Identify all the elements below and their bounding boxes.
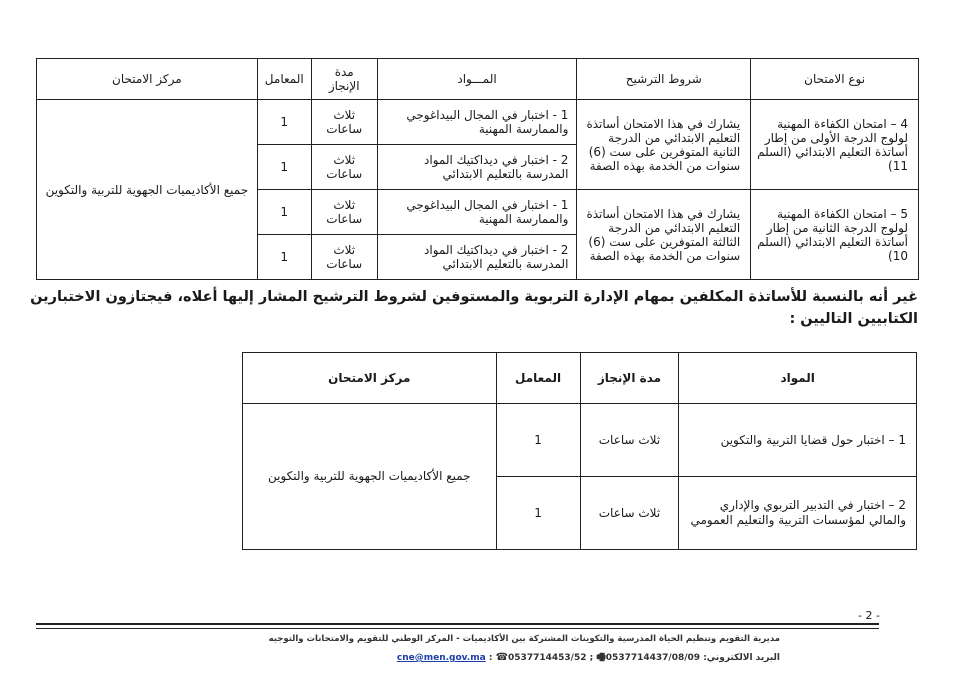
header-duration-line1: مدة: [334, 65, 354, 79]
page-number: - 2 -: [858, 609, 880, 622]
admin-staff-note: غير أنه بالنسبة للأساتذة المكلفين بمهام الإدارة التربوية والمستوفين لشروط الترشيح المشار إليها أعلاه، فيجتازون الاختبارين الكتابيين التاليين :: [30, 289, 918, 327]
admin-exams-table: [242, 352, 917, 550]
header-center: مركز الامتحان: [37, 59, 258, 100]
duration-cell: [311, 145, 377, 190]
header-duration: مدة الإنجاز: [580, 353, 679, 404]
coefficient-cell: 1: [257, 100, 311, 145]
email-label: البريد الالكتروني:: [703, 653, 780, 663]
footer-divider: [36, 623, 879, 625]
fax-number: 0537714437/08/09: [605, 653, 701, 663]
exams-table: [36, 58, 919, 280]
duration-line2: ساعات: [326, 257, 363, 271]
subject-cell: 1 – اختبار حول قضايا التربية والتكوين: [679, 404, 917, 477]
conditions-cell: يشارك في هذا الامتحان أساتذة التعليم الابتدائي من الدرجة الثانية المتوفرين على ست (6) سنوات من الخدمة بهذه الصفة: [577, 100, 751, 190]
duration-cell: [311, 190, 377, 235]
footer-divider-thin: [36, 628, 879, 629]
coefficient-cell: 1: [257, 190, 311, 235]
header-duration: [311, 59, 377, 100]
subject-cell: 2 – اختبار في التدبير التربوي والإداري والمالي لمؤسسات التربية والتعليم العمومي: [679, 477, 917, 550]
duration-line1: ثلاث: [333, 198, 356, 212]
duration-cell: ثلاث ساعات: [580, 404, 679, 477]
footer-directorate: مديرية التقويم وتنظيم الحياة المدرسية والتكوينات المشتركة بين الأكاديميات - المركز الوطني للتقويم والامتحانات والتوجيه: [268, 634, 780, 644]
exam-center-cell: جميع الأكاديميات الجهوية للتربية والتكوين: [37, 100, 258, 280]
duration-line2: ساعات: [326, 212, 363, 226]
duration-cell: [311, 235, 377, 280]
table-row: [37, 100, 919, 145]
subject-cell: 2 - اختبار في ديداكتيك المواد المدرسة بالتعليم الابتدائي: [377, 235, 577, 280]
duration-line1: ثلاث: [333, 108, 356, 122]
header-subjects: المـــواد: [377, 59, 577, 100]
header-center: مركز الامتحان: [243, 353, 497, 404]
table-header-row: [37, 59, 919, 100]
footer-contact: البريد الالكتروني: cne@men.gov.ma : ☎0537714453/52 ; 🖷0537714437/08/09: [396, 652, 780, 663]
coefficient-cell: 1: [257, 145, 311, 190]
exam-type-cell: 4 – امتحان الكفاءة المهنية لولوج الدرجة الأولى من إطار أساتذة التعليم الابتدائي (السلم 11): [751, 100, 919, 190]
exam-type-cell: 5 – امتحان الكفاءة المهنية لولوج الدرجة الثانية من إطار أساتذة التعليم الابتدائي (السلم 10): [751, 190, 919, 280]
subject-cell: 1 - اختبار في المجال البيداغوجي والممارسة المهنية: [377, 190, 577, 235]
duration-cell: [311, 100, 377, 145]
subject-cell: 1 - اختبار في المجال البيداغوجي والممارسة المهنية: [377, 100, 577, 145]
header-coefficient: المعامل: [496, 353, 580, 404]
phone-number: 0537714453/52: [508, 653, 587, 663]
duration-line2: ساعات: [326, 167, 363, 181]
coefficient-cell: 1: [257, 235, 311, 280]
email-link[interactable]: cne@men.gov.ma: [396, 653, 486, 663]
duration-line1: ثلاث: [333, 153, 356, 167]
exam-center-cell: جميع الأكاديميات الجهوية للتربية والتكوين: [243, 404, 497, 550]
duration-cell: ثلاث ساعات: [580, 477, 679, 550]
header-duration-line2: الإنجاز: [328, 79, 360, 93]
header-conditions: شروط الترشيح: [577, 59, 751, 100]
fax-icon: 🖷: [596, 652, 606, 663]
subject-cell: 2 - اختبار في ديداكتيك المواد المدرسة بالتعليم الابتدائي: [377, 145, 577, 190]
header-exam-type: نوع الامتحان: [751, 59, 919, 100]
header-subjects: المواد: [679, 353, 917, 404]
table-header-row: [243, 353, 917, 404]
coefficient-cell: 1: [496, 477, 580, 550]
table-row: [243, 404, 917, 477]
phone-icon: ☎: [495, 652, 509, 663]
duration-line1: ثلاث: [333, 243, 356, 257]
duration-line2: ساعات: [326, 122, 363, 136]
conditions-cell: يشارك في هذا الامتحان أساتذة التعليم الابتدائي من الدرجة الثالثة المتوفرين على ست (6) سنوات من الخدمة بهذه الصفة: [577, 190, 751, 280]
header-coefficient: المعامل: [257, 59, 311, 100]
coefficient-cell: 1: [496, 404, 580, 477]
